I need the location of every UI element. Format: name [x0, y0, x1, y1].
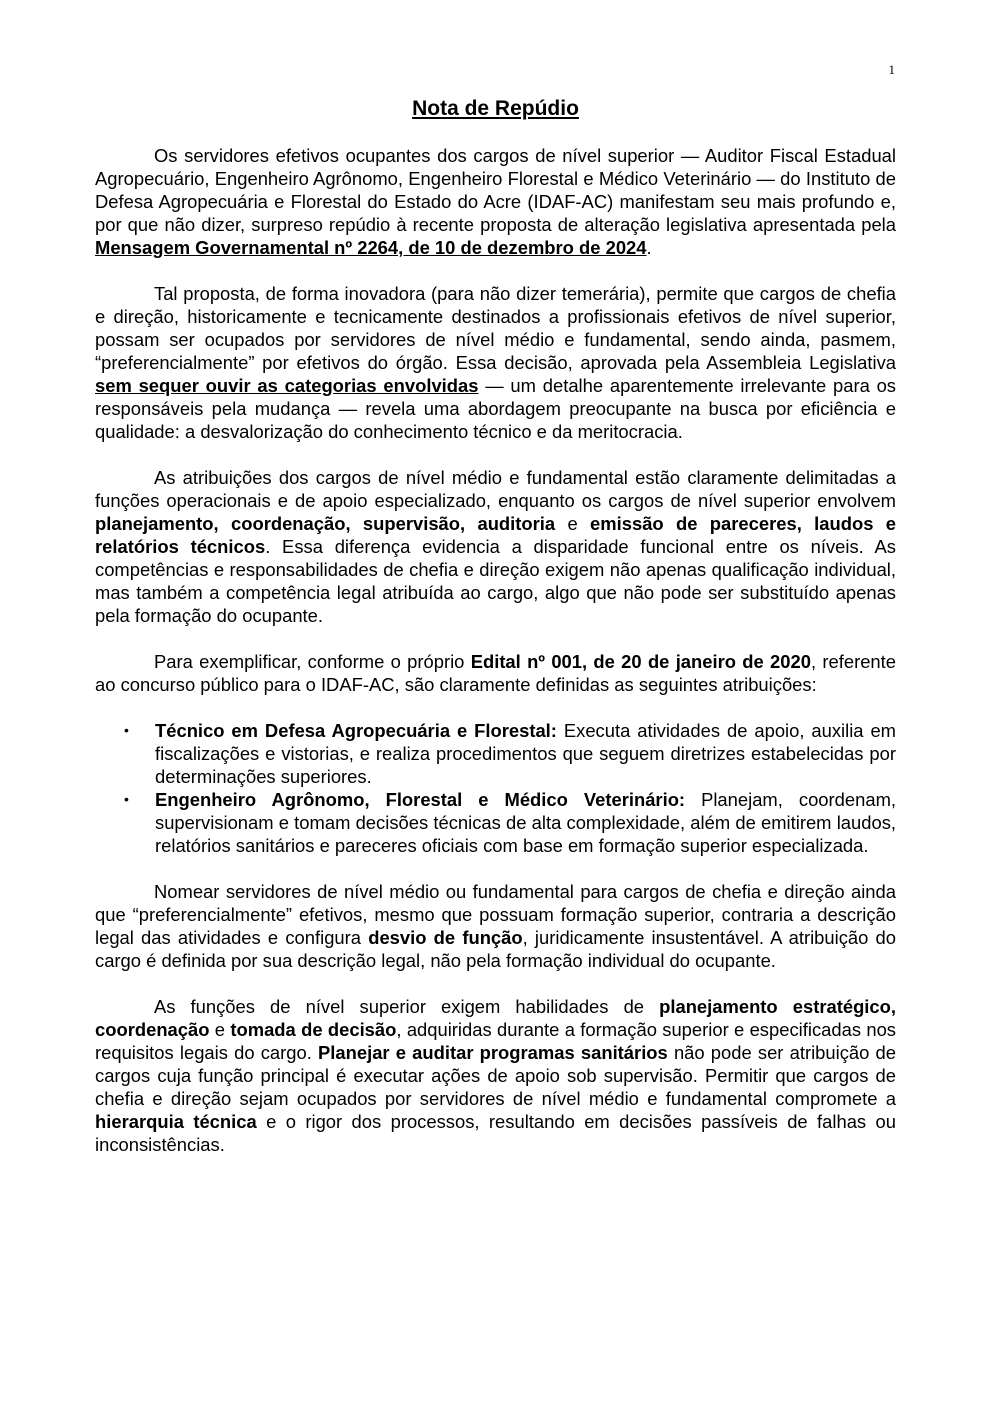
list-item-text: Planejam, coordenam, supervisionam e tomam decisões técnicas de alta complexidade, além de emitirem laudos, relatórios sanitários e pareceres oficiais com base em formação superior especializada.: [155, 789, 896, 856]
bold-emphasis: desvio de função: [368, 927, 523, 948]
bold-underlined-emphasis: sem sequer ouvir as categorias envolvidas: [95, 375, 479, 396]
page-number: 1: [888, 62, 895, 77]
paragraph-4: [95, 650, 896, 696]
bold-emphasis: Planejar e auditar programas sanitários: [318, 1042, 668, 1063]
paragraph-text: , referente ao concurso público para o IDAF-AC, são claramente definidas as seguintes atribuições:: [95, 651, 897, 695]
paragraph-text: Os servidores efetivos ocupantes dos cargos de nível superior — Auditor Fiscal Estadual Agropecuário, Engenheiro Agrônomo, Engenheiro Florestal e Médico Veterinário — do Instituto de Defesa Agropecuária e Florestal do Estado do Acre (IDAF-AC) manifestam seu mais profundo e, por que não dizer, surpreso repúdio à recente proposta de alteração legislativa apresentada pela: [95, 145, 896, 235]
bullet-icon: •: [124, 722, 129, 738]
paragraph-text: , juridicamente insustentável. A atribuição do cargo é definida por sua descrição legal, não pela formação individual do ocupante.: [95, 927, 896, 971]
paragraph-6: [95, 995, 896, 1156]
document-title: Nota de Repúdio: [412, 97, 579, 120]
list-item-heading: Técnico em Defesa Agropecuária e Florestal:: [155, 720, 557, 741]
paragraph-text: As funções de nível superior exigem habilidades de: [154, 996, 660, 1017]
bold-emphasis: emissão de pareceres, laudos e relatórios técnicos: [95, 513, 896, 557]
paragraph-text: Tal proposta, de forma inovadora (para não dizer temerária), permite que cargos de chefia e direção, historicamente e tecnicamente destinados a profissionais efetivos de nível superior, possam ser ocupados por servidores de nível médio e fundamental, sendo ainda, pasmem, “preferencialmente” por efetivos do órgão. Essa decisão, aprovada pela Assembleia Legislativa: [95, 283, 896, 373]
list-item: [124, 788, 896, 857]
list-item-heading: Engenheiro Agrônomo, Florestal e Médico Veterinário:: [155, 789, 686, 810]
paragraph-5: [95, 880, 896, 972]
bold-emphasis: planejamento estratégico, coordenação: [95, 996, 896, 1040]
paragraph-2: [95, 282, 896, 443]
list-item-text: Executa atividades de apoio, auxilia em fiscalizações e vistorias, e realiza procedimentos que seguem diretrizes estabelecidas por determinações superiores.: [155, 720, 897, 787]
paragraph-3: [95, 466, 896, 627]
paragraph-text: .: [646, 237, 652, 258]
paragraph-text: e: [555, 513, 591, 534]
bold-emphasis: planejamento, coordenação, supervisão, auditoria: [95, 513, 556, 534]
paragraph-1: [95, 144, 896, 259]
paragraph-text: Nomear servidores de nível médio ou fundamental para cargos de chefia e direção ainda que “preferencialmente” efetivos, mesmo que possuam formação superior, contraria a descrição legal das atividades e configura: [95, 881, 896, 948]
document-body: [95, 144, 896, 1179]
paragraph-text: , adquiridas durante a formação superior e especificadas nos requisitos legais do cargo.: [95, 1019, 896, 1063]
bold-emphasis: tomada de decisão: [230, 1019, 397, 1040]
paragraph-text: Para exemplificar, conforme o próprio: [154, 651, 471, 672]
attributions-list: [95, 719, 896, 857]
bold-emphasis: hierarquia técnica: [95, 1111, 257, 1132]
bold-reference: Edital nº 001, de 20 de janeiro de 2020: [470, 651, 811, 672]
bullet-icon: •: [124, 791, 129, 807]
bold-underlined-reference: Mensagem Governamental nº 2264, de 10 de dezembro de 2024: [95, 237, 647, 258]
paragraph-text: As atribuições dos cargos de nível médio e fundamental estão claramente delimitadas a funções operacionais e de apoio especializado, enquanto os cargos de nível superior envolvem: [95, 467, 896, 511]
paragraph-text: e o rigor dos processos, resultando em decisões passíveis de falhas ou inconsistências.: [95, 1111, 896, 1155]
paragraph-text: — um detalhe aparentemente irrelevante para os responsáveis pela mudança — revela uma abordagem preocupante na busca por eficiência e qualidade: a desvalorização do conhecimento técnico e da meritocracia.: [95, 375, 897, 442]
paragraph-text: e: [209, 1019, 231, 1040]
list-item: [124, 719, 897, 788]
paragraph-text: não pode ser atribuição de cargos cuja função principal é executar ações de apoio sob supervisão. Permitir que cargos de chefia e direção sejam ocupados por servidores de nível médio e fundamental compromete a: [95, 1042, 896, 1109]
paragraph-text: . Essa diferença evidencia a disparidade funcional entre os níveis. As competências e responsabilidades de chefia e direção exigem não apenas qualificação individual, mas também a competência legal atribuída ao cargo, algo que não pode ser substituído apenas pela formação do ocupante.: [95, 536, 896, 626]
